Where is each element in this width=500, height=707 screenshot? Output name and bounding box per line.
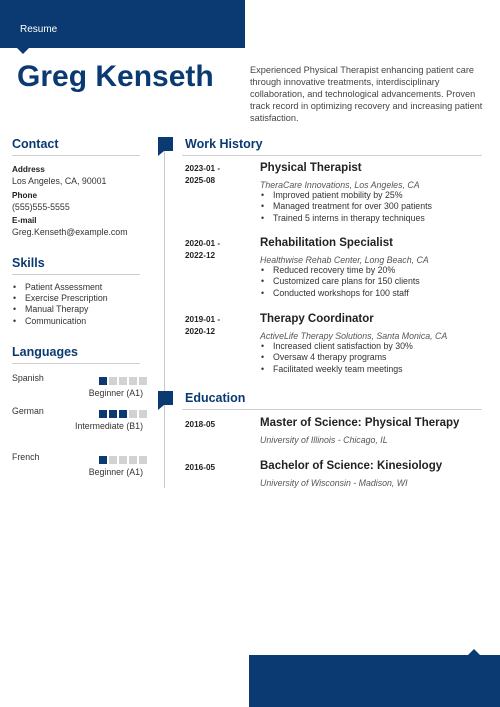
- rating-square-empty: [139, 377, 147, 385]
- job-company: Healthwise Rehab Center, Long Beach, CA: [260, 255, 429, 265]
- job-company: ActiveLife Therapy Solutions, Santa Monica, CA: [260, 331, 448, 341]
- languages-heading: Languages: [12, 345, 78, 359]
- language-level: Beginner (A1): [88, 467, 143, 477]
- job-bullet: • Trained 5 interns in therapy techniques: [260, 213, 432, 224]
- phone-value: (555)555-5555: [12, 202, 70, 212]
- education-heading: Education: [185, 391, 246, 405]
- skill-item: • Patient Assessment: [12, 282, 108, 293]
- email-label: E-mail: [12, 216, 37, 225]
- skill-item: • Communication: [12, 316, 108, 327]
- rating-square-empty: [139, 456, 147, 464]
- education-date: 2018-05: [185, 420, 216, 429]
- rating-square-empty: [129, 456, 137, 464]
- school-name: University of Wisconsin - Madison, WI: [260, 478, 408, 488]
- job-bullets: [260, 265, 420, 299]
- job-bullet: • Conducted workshops for 100 staff: [260, 288, 420, 299]
- language-name: French: [12, 452, 40, 462]
- rating-square-empty: [119, 456, 127, 464]
- footer-bar: [249, 655, 500, 707]
- skill-item: • Exercise Prescription: [12, 293, 108, 304]
- skill-item: • Manual Therapy: [12, 304, 108, 315]
- work-flag-marker: [158, 137, 173, 151]
- email-value: Greg.Kenseth@example.com: [12, 227, 128, 237]
- skills-heading: Skills: [12, 256, 45, 270]
- address-label: Address: [12, 165, 45, 174]
- education-date: 2016-05: [185, 463, 216, 472]
- job-bullets: [260, 341, 413, 375]
- header-notch: [17, 48, 29, 54]
- job-bullet: • Increased client satisfaction by 30%: [260, 341, 413, 352]
- education-divider: [182, 409, 482, 410]
- job-dates: 2019-01 - 2020-12: [185, 315, 221, 336]
- rating-square-empty: [109, 456, 117, 464]
- header-bar: [0, 0, 245, 48]
- job-bullet: • Reduced recovery time by 20%: [260, 265, 420, 276]
- rating-square-empty: [129, 377, 137, 385]
- document-label: Resume: [20, 24, 58, 35]
- candidate-name: Greg Kenseth: [17, 60, 214, 93]
- language-rating: [99, 410, 147, 418]
- job-bullet: • Facilitated weekly team meetings: [260, 364, 413, 375]
- job-bullet: • Customized care plans for 150 clients: [260, 276, 420, 287]
- school-name: University of Illinois - Chicago, IL: [260, 435, 388, 445]
- job-bullets: [260, 190, 432, 224]
- degree-title: Bachelor of Science: Kinesiology: [260, 460, 443, 472]
- rating-square-empty: [139, 410, 147, 418]
- work-history-heading: Work History: [185, 137, 263, 151]
- languages-divider: [12, 363, 140, 364]
- language-level: Beginner (A1): [88, 388, 143, 398]
- language-level: Intermediate (B1): [75, 421, 143, 431]
- rating-square-filled: [109, 410, 117, 418]
- skills-list: [12, 282, 108, 327]
- rating-square-filled: [119, 410, 127, 418]
- education-flag-marker: [158, 391, 173, 405]
- job-dates: 2020-01 - 2022-12: [185, 239, 221, 260]
- job-company: TheraCare Innovations, Los Angeles, CA: [260, 180, 420, 190]
- rating-square-filled: [99, 377, 107, 385]
- work-divider: [182, 155, 482, 156]
- rating-square-filled: [99, 410, 107, 418]
- job-title: Rehabilitation Specialist: [260, 237, 393, 249]
- language-name: Spanish: [12, 373, 44, 383]
- address-value: Los Angeles, CA, 90001: [12, 176, 107, 186]
- rating-square-filled: [99, 456, 107, 464]
- rating-square-empty: [119, 377, 127, 385]
- language-rating: [99, 456, 147, 464]
- rating-square-empty: [109, 377, 117, 385]
- job-bullet: • Oversaw 4 therapy programs: [260, 352, 413, 363]
- contact-heading: Contact: [12, 137, 59, 151]
- job-title: Physical Therapist: [260, 162, 362, 174]
- rating-square-empty: [129, 410, 137, 418]
- job-bullet: • Managed treatment for over 300 patients: [260, 201, 432, 212]
- job-title: Therapy Coordinator: [260, 313, 374, 325]
- timeline-line: [164, 150, 165, 488]
- degree-title: Master of Science: Physical Therapy: [260, 417, 460, 429]
- phone-label: Phone: [12, 191, 38, 200]
- contact-divider: [12, 155, 140, 156]
- profile-summary: Experienced Physical Therapist enhancing patient care through innovative treatments, interdisciplinary collaboration, and technological advancements. Proven track record in optimizing recovery and increasing patient satisfaction.: [250, 65, 483, 123]
- job-dates: 2023-01 - 2025-08: [185, 164, 221, 185]
- skills-divider: [12, 274, 140, 275]
- language-name: German: [12, 406, 44, 416]
- language-rating: [99, 377, 147, 385]
- job-bullet: • Improved patient mobility by 25%: [260, 190, 432, 201]
